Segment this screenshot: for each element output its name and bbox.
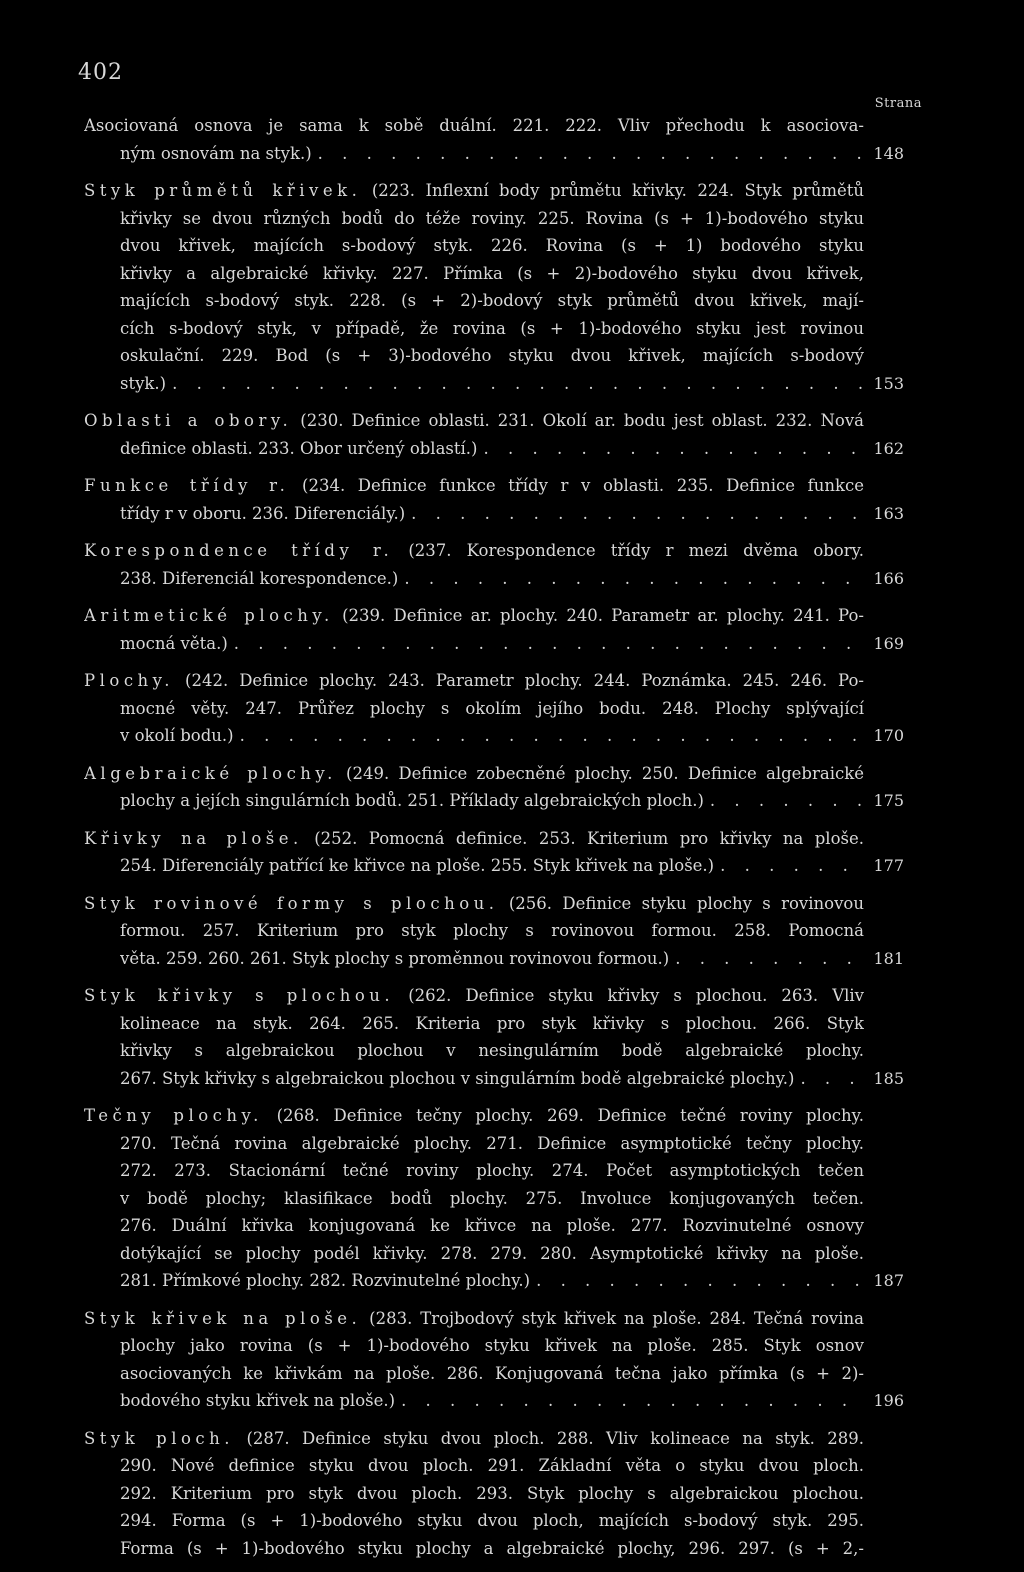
toc-line [84, 1010, 904, 1038]
table-of-contents [84, 112, 904, 1572]
toc-heading: Styk ploch. [84, 1428, 235, 1448]
leader-dots [404, 565, 864, 593]
leader-dots [401, 1387, 864, 1415]
toc-heading: Algebraické plochy. [84, 763, 337, 783]
toc-text: 238. Diferenciál korespondence.) [120, 568, 399, 588]
toc-text: mocná věta.) [120, 633, 228, 653]
leader-dots [536, 1267, 864, 1295]
toc-heading: Aritmetické plochy. [84, 606, 334, 625]
toc-page-number: 162 [873, 438, 904, 458]
toc-text: cích s-bodový styk, v případě, že rovina (s + 1)-bodového styku jest rovinou [120, 318, 864, 338]
toc-entry [84, 1425, 904, 1563]
leader-dots [411, 500, 864, 528]
toc-text: křivky a algebraické křivky. 227. Přímka (s + 2)-bodového styku dvou křivek, [120, 263, 864, 283]
toc-page-number: 177 [873, 856, 904, 875]
toc-line [84, 315, 904, 343]
toc-line [84, 630, 904, 658]
toc-heading: Styk průmětů křivek. [84, 181, 362, 200]
toc-line [84, 140, 904, 168]
toc-line [84, 177, 904, 205]
toc-line [84, 1157, 904, 1185]
toc-text: 281. Přímkové plochy. 282. Rozvinutelné plochy.) [120, 1271, 531, 1290]
toc-text: (223. Inflexní body průmětu křivky. 224. Styk průmětů [371, 181, 864, 200]
leader-dots [240, 722, 864, 750]
toc-text: (268. Definice tečny plochy. 269. Definice tečné roviny plochy. [276, 1106, 864, 1125]
toc-line [84, 1535, 904, 1563]
toc-line [84, 667, 904, 695]
toc-line [84, 205, 904, 233]
toc-line [84, 787, 904, 815]
toc-entry [84, 667, 904, 750]
leader-dots [710, 787, 864, 815]
toc-text: dotýkající se plochy podél křivky. 278. 279. 280. Asymptotické křivky na ploše. [120, 1243, 864, 1263]
toc-heading: Korespondence třídy r. [84, 541, 394, 560]
toc-text: 270. Tečná rovina algebraické plochy. 271. Definice asymptotické tečny plochy. [120, 1133, 864, 1153]
leader-dots [234, 630, 864, 658]
leader-dots [172, 370, 864, 398]
toc-text: (239. Definice ar. plochy. 240. Parametr ar. plochy. 241. Po- [342, 606, 864, 625]
toc-line [84, 1102, 904, 1130]
toc-line [84, 407, 904, 435]
toc-text: 276. Duální křivka konjugovaná ke křivce na ploše. 277. Rozvinutelné osnovy [120, 1216, 864, 1235]
toc-text: kolineace na styk. 264. 265. Kriteria pro styk křivky s plochou. 266. Styk [120, 1013, 864, 1033]
toc-line [84, 112, 904, 140]
toc-text: křivky s algebraickou plochou v nesingulárním bodě algebraické plochy. [120, 1041, 864, 1060]
toc-line [84, 287, 904, 315]
toc-line [84, 1037, 904, 1065]
toc-heading: Tečny plochy. [84, 1106, 263, 1125]
toc-page-number: 196 [873, 1391, 904, 1410]
toc-text: (234. Definice funkce třídy r v oblasti. 235. Definice funkce [302, 476, 864, 495]
toc-text: třídy r v oboru. 236. Diferenciály.) [120, 503, 406, 523]
toc-line [84, 945, 904, 973]
toc-line [84, 565, 904, 593]
leader-dots [483, 435, 864, 463]
toc-entry [84, 177, 904, 397]
toc-line [84, 232, 904, 260]
toc-page-number: 187 [873, 1271, 904, 1290]
toc-line [84, 917, 904, 945]
toc-entry [84, 407, 904, 462]
leader-dots [800, 1065, 864, 1093]
toc-text: (230. Definice oblasti. 231. Okolí ar. bodu jest oblast. 232. Nová [300, 411, 864, 430]
toc-entry [84, 760, 904, 815]
toc-line [84, 1480, 904, 1508]
toc-text: oskulační. 229. Bod (s + 3)-bodového styku dvou křivek, majících s-bodový [120, 346, 864, 365]
toc-line [84, 1452, 904, 1480]
toc-line [84, 602, 904, 630]
toc-text: 272. 273. Stacionární tečné roviny plochy. 274. Počet asymptotických tečen [120, 1161, 864, 1180]
toc-text: Forma (s + 1)-bodového styku plochy a algebraické plochy, 296. 297. (s + 2,- [120, 1538, 864, 1558]
toc-page-number: 163 [873, 503, 904, 523]
toc-page-number: 185 [873, 1068, 904, 1088]
toc-line [84, 1212, 904, 1240]
toc-heading: Křivky na ploše. [84, 828, 303, 848]
toc-text: (256. Definice styku plochy s rovinovou [508, 893, 864, 913]
toc-line [84, 722, 904, 750]
toc-text: plochy a jejích singulárních bodů. 251. Příklady algebraických ploch.) [120, 791, 704, 810]
toc-text: mocné věty. 247. Průřez plochy s okolím jejího bodu. 248. Plochy splývající [120, 698, 864, 718]
toc-page-number: 170 [873, 726, 904, 745]
toc-line [84, 1305, 904, 1333]
toc-text: 267. Styk křivky s algebraickou plochou v singulárním bodě algebraické plochy.) [120, 1068, 795, 1088]
toc-text: Asociovaná osnova je sama k sobě duální. 221. 222. Vliv přechodu k asociova- [84, 116, 864, 135]
toc-entry [84, 1305, 904, 1415]
toc-entry [84, 890, 904, 973]
toc-text: v bodě plochy; klasifikace bodů plochy. 275. Involuce konjugovaných tečen. [120, 1188, 864, 1208]
toc-line [84, 825, 904, 853]
toc-line [84, 1425, 904, 1453]
toc-text: styk.) [120, 373, 167, 393]
toc-heading: Funkce třídy r. [84, 476, 290, 495]
toc-line [84, 760, 904, 788]
toc-line [84, 435, 904, 463]
toc-text: formou. 257. Kriterium pro styk plochy s rovinovou formou. 258. Pomocná [120, 921, 864, 940]
toc-line [84, 982, 904, 1010]
toc-line [84, 342, 904, 370]
toc-line [84, 695, 904, 723]
toc-line [84, 500, 904, 528]
toc-heading: Styk křivek na ploše. [84, 1308, 362, 1328]
toc-line [84, 852, 904, 880]
toc-line [84, 1387, 904, 1415]
toc-text: v okolí bodu.) [120, 726, 234, 745]
toc-page-number: 166 [873, 568, 904, 588]
toc-line [84, 1360, 904, 1388]
toc-line [84, 472, 904, 500]
leader-dots [675, 945, 864, 973]
toc-text: ným osnovám na styk.) [120, 143, 312, 163]
toc-line [84, 1267, 904, 1295]
toc-line [84, 370, 904, 398]
toc-page-number: 175 [873, 791, 904, 810]
toc-text: asociovaných ke křivkám na ploše. 286. Konjugovaná tečna jako přímka (s + 2)- [120, 1363, 864, 1383]
toc-text: dvou křivek, majících s-bodový styk. 226. Rovina (s + 1) bodového styku [120, 236, 864, 255]
toc-page-number: 153 [873, 373, 904, 393]
toc-heading: Styk křivky s plochou. [84, 986, 395, 1005]
toc-text: 254. Diferenciály patřící ke křivce na ploše. 255. Styk křivek na ploše.) [120, 856, 715, 875]
toc-text: 294. Forma (s + 1)-bodového styku dvou ploch, majících s-bodový styk. 295. [120, 1511, 864, 1530]
leader-dots [318, 140, 864, 168]
toc-heading: Styk rovinové formy s plochou. [84, 893, 499, 913]
page-column-header: Strana [874, 96, 922, 111]
toc-heading: Oblasti a obory. [84, 411, 293, 430]
toc-line [84, 890, 904, 918]
toc-text: (262. Definice styku křivky s plochou. 263. Vliv [408, 986, 864, 1005]
toc-line [84, 1332, 904, 1360]
toc-text: majících s-bodový styk. 228. (s + 2)-bodový styk průmětů dvou křivek, mají- [120, 291, 864, 310]
toc-text: (283. Trojbodový styk křivek na ploše. 284. Tečná rovina [369, 1308, 864, 1328]
toc-text: věta. 259. 260. 261. Styk plochy s proměnnou rovinovou formou.) [120, 948, 670, 968]
toc-text: (237. Korespondence třídy r mezi dvěma obory. [408, 541, 864, 560]
page-number: 402 [78, 60, 123, 85]
leader-dots [720, 852, 864, 880]
toc-entry [84, 602, 904, 657]
toc-text: plochy jako rovina (s + 1)-bodového styku křivek na ploše. 285. Styk osnov [120, 1336, 864, 1355]
toc-text: definice oblasti. 233. Obor určený oblastí.) [120, 438, 478, 458]
toc-page-number: 169 [873, 633, 904, 653]
toc-line [84, 1130, 904, 1158]
toc-text: (249. Definice zobecněné plochy. 250. Definice algebraické [346, 763, 864, 783]
toc-text: bodového styku křivek na ploše.) [120, 1391, 396, 1410]
toc-text: křivky se dvou různých bodů do téže roviny. 225. Rovina (s + 1)-bodového styku [120, 208, 864, 228]
toc-line [84, 1240, 904, 1268]
toc-text: (287. Definice styku dvou ploch. 288. Vliv kolineace na styk. 289. [246, 1428, 864, 1448]
toc-text: (242. Definice plochy. 243. Parametr plochy. 244. Poznámka. 245. 246. Po- [185, 671, 864, 690]
toc-page-number: 181 [873, 948, 904, 968]
toc-entry [84, 982, 904, 1092]
toc-entry [84, 825, 904, 880]
toc-line [84, 1185, 904, 1213]
toc-text: 292. Kriterium pro styk dvou ploch. 293. Styk plochy s algebraickou plochou. [120, 1483, 864, 1503]
toc-entry [84, 112, 904, 167]
toc-line [84, 1065, 904, 1093]
toc-line [84, 1507, 904, 1535]
toc-line [84, 537, 904, 565]
toc-text: (252. Pomocná definice. 253. Kriterium pro křivky na ploše. [314, 828, 864, 848]
toc-entry [84, 537, 904, 592]
toc-entry [84, 1102, 904, 1295]
toc-heading: Plochy. [84, 671, 175, 690]
toc-entry [84, 472, 904, 527]
toc-page-number: 148 [873, 143, 904, 163]
toc-text: 290. Nové definice styku dvou ploch. 291. Základní věta o styku dvou ploch. [120, 1456, 864, 1475]
toc-line [84, 260, 904, 288]
